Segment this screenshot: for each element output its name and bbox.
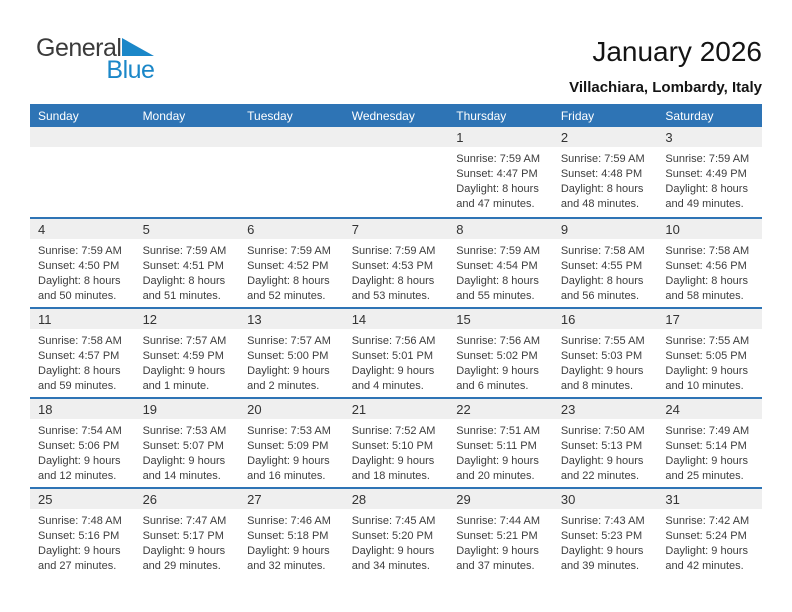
daylight-text-line2: and 22 minutes. [560,470,640,482]
date-number: 17 [665,311,680,327]
sunset-text: Sunset: 4:52 PM [247,260,329,272]
day-details [239,509,344,574]
date-number: 11 [38,311,52,327]
date-number: 14 [351,311,367,327]
date-band [657,127,762,147]
date-number: 24 [665,401,680,417]
day-cell [344,399,449,487]
daylight-text-line1: Daylight: 8 hours [456,275,539,287]
sunrise-text: Sunrise: 7:55 AM [665,335,750,347]
day-cell [135,399,240,487]
sunset-text: Sunset: 5:11 PM [456,440,537,452]
day-details [30,329,135,394]
sunrise-text: Sunrise: 7:59 AM [351,245,436,257]
sunrise-text: Sunrise: 7:47 AM [142,515,227,527]
day-cell-empty [344,127,449,217]
date-number: 7 [351,221,359,237]
day-cell [135,309,240,397]
week-row [30,397,762,487]
sunrise-text: Sunrise: 7:59 AM [665,153,750,165]
daylight-text-line2: and 6 minutes. [456,380,529,392]
sunset-text: Sunset: 5:14 PM [665,440,747,452]
weekday-header-row [30,104,762,127]
daylight-text-line1: Daylight: 9 hours [142,545,226,557]
day-details [344,509,449,574]
day-details [657,239,762,304]
date-number: 26 [142,491,158,507]
day-cell [239,399,344,487]
date-number: 13 [247,311,262,327]
day-cell [657,127,762,217]
date-band [553,219,658,239]
logo-text-blue: Blue [106,56,155,84]
day-details [657,147,762,212]
sunset-text: Sunset: 5:05 PM [665,350,747,362]
date-number: 31 [665,491,680,507]
date-band-empty [344,127,449,147]
day-details [344,239,449,304]
day-details [553,329,658,394]
sunset-text: Sunset: 4:53 PM [351,260,434,272]
day-cell [448,399,553,487]
daylight-text-line1: Daylight: 9 hours [247,455,330,467]
daylight-text-line1: Daylight: 8 hours [560,183,644,195]
date-number: 12 [142,311,158,327]
date-band [135,399,240,419]
date-number: 23 [560,401,576,417]
sunset-text: Sunset: 5:13 PM [560,440,643,452]
day-details [30,239,135,304]
daylight-text-line2: and 16 minutes. [247,470,326,482]
daylight-text-line1: Daylight: 9 hours [351,455,435,467]
date-band [553,399,658,419]
daylight-text-line1: Daylight: 8 hours [351,275,435,287]
week-row [30,127,762,217]
page-title: January 2026 [592,36,762,67]
date-number: 9 [560,221,569,237]
daylight-text-line2: and 56 minutes. [560,290,640,302]
date-number: 10 [665,221,680,237]
day-cell [30,219,135,307]
daylight-text-line1: Daylight: 8 hours [560,275,644,287]
daylight-text-line2: and 37 minutes. [456,560,535,572]
day-cell [553,399,658,487]
daylight-text-line2: and 50 minutes. [38,290,117,302]
sunrise-text: Sunrise: 7:46 AM [247,515,331,527]
daylight-text-line2: and 27 minutes. [38,560,117,572]
location-subtitle: Villachiara, Lombardy, Italy [569,79,762,96]
daylight-text-line2: and 39 minutes. [560,560,640,572]
daylight-text-line2: and 18 minutes. [351,470,430,482]
date-number: 22 [456,401,471,417]
day-cell [135,219,240,307]
sunrise-text: Sunrise: 7:58 AM [38,335,122,347]
daylight-text-line2: and 25 minutes. [665,470,744,482]
date-band [657,219,762,239]
day-cell [30,399,135,487]
daylight-text-line1: Daylight: 8 hours [456,183,539,195]
daylight-text-line1: Daylight: 9 hours [351,545,435,557]
daylight-text-line2: and 55 minutes. [456,290,535,302]
sunrise-text: Sunrise: 7:49 AM [665,425,750,437]
date-band [344,399,449,419]
daylight-text-line2: and 2 minutes. [247,380,320,392]
weekday-header-saturday: Saturday [665,108,714,123]
date-number: 18 [38,401,53,417]
date-number: 3 [665,129,673,145]
date-band [448,399,553,419]
sunset-text: Sunset: 5:16 PM [38,530,120,542]
date-band [657,309,762,329]
daylight-text-line2: and 29 minutes. [142,560,221,572]
day-cell [448,219,553,307]
date-band [553,489,658,509]
daylight-text-line2: and 20 minutes. [456,470,535,482]
daylight-text-line2: and 12 minutes. [38,470,117,482]
day-details [448,419,553,484]
sunrise-text: Sunrise: 7:56 AM [456,335,541,347]
date-band-empty [239,127,344,147]
logo-text-general: General [36,34,122,62]
day-details [553,239,658,304]
sunset-text: Sunset: 4:57 PM [38,350,120,362]
sunrise-text: Sunrise: 7:53 AM [247,425,331,437]
day-cell [448,127,553,217]
sunrise-text: Sunrise: 7:50 AM [560,425,645,437]
day-cell [344,219,449,307]
daylight-text-line2: and 59 minutes. [38,380,117,392]
sunset-text: Sunset: 5:17 PM [142,530,224,542]
sunset-text: Sunset: 4:51 PM [142,260,224,272]
sunrise-text: Sunrise: 7:44 AM [456,515,541,527]
sunset-text: Sunset: 4:47 PM [456,168,538,180]
daylight-text-line1: Daylight: 8 hours [665,183,748,195]
date-number: 8 [456,221,464,237]
date-band [239,219,344,239]
daylight-text-line1: Daylight: 9 hours [665,455,748,467]
day-details [448,147,553,212]
day-details [135,509,240,574]
date-band [135,219,240,239]
sunrise-text: Sunrise: 7:52 AM [351,425,436,437]
day-cell [657,309,762,397]
day-cell [239,309,344,397]
daylight-text-line1: Daylight: 8 hours [38,275,121,287]
sunset-text: Sunset: 5:03 PM [560,350,643,362]
sunrise-text: Sunrise: 7:42 AM [665,515,750,527]
day-details [30,509,135,574]
date-number: 5 [142,221,150,237]
day-details [30,419,135,484]
daylight-text-line1: Daylight: 9 hours [665,365,748,377]
date-band [30,309,135,329]
sunset-text: Sunset: 5:01 PM [351,350,434,362]
date-number: 6 [247,221,255,237]
title-block [569,36,762,96]
day-cell [657,219,762,307]
day-cell [448,309,553,397]
sunrise-text: Sunrise: 7:59 AM [560,153,645,165]
day-details [239,239,344,304]
day-cell [344,489,449,577]
sunset-text: Sunset: 5:06 PM [38,440,120,452]
date-band [657,399,762,419]
day-details [135,419,240,484]
date-number: 30 [560,491,576,507]
date-band [448,309,553,329]
day-details [239,419,344,484]
sunrise-text: Sunrise: 7:55 AM [560,335,645,347]
daylight-text-line1: Daylight: 9 hours [560,365,644,377]
day-details-empty [30,147,135,152]
sunset-text: Sunset: 5:20 PM [351,530,434,542]
daylight-text-line2: and 34 minutes. [351,560,430,572]
sunrise-text: Sunrise: 7:57 AM [142,335,227,347]
daylight-text-line1: Daylight: 8 hours [142,275,226,287]
date-number: 19 [142,401,158,417]
sunset-text: Sunset: 4:49 PM [665,168,747,180]
day-cell-empty [239,127,344,217]
sunrise-text: Sunrise: 7:43 AM [560,515,645,527]
day-details [344,329,449,394]
date-band [448,127,553,147]
date-band [344,219,449,239]
date-number: 28 [351,491,367,507]
weekday-header-thursday: Thursday [456,108,507,123]
day-details [135,329,240,394]
date-number: 29 [456,491,471,507]
sunset-text: Sunset: 5:23 PM [560,530,643,542]
sunset-text: Sunset: 4:55 PM [560,260,643,272]
date-number: 15 [456,311,471,327]
sunrise-text: Sunrise: 7:51 AM [456,425,541,437]
date-number: 16 [560,311,576,327]
sunset-text: Sunset: 4:48 PM [560,168,643,180]
sunset-text: Sunset: 4:50 PM [38,260,120,272]
daylight-text-line2: and 48 minutes. [560,198,640,210]
day-details [657,509,762,574]
sunset-text: Sunset: 5:10 PM [351,440,434,452]
day-cell [657,399,762,487]
sunrise-text: Sunrise: 7:59 AM [142,245,227,257]
day-details-empty [239,147,344,152]
daylight-text-line1: Daylight: 9 hours [665,545,748,557]
sunset-text: Sunset: 5:00 PM [247,350,329,362]
date-band [448,489,553,509]
date-band [239,399,344,419]
sunset-text: Sunset: 5:09 PM [247,440,329,452]
date-band [553,127,658,147]
daylight-text-line1: Daylight: 9 hours [456,365,539,377]
sunset-text: Sunset: 5:02 PM [456,350,538,362]
daylight-text-line1: Daylight: 9 hours [560,545,644,557]
sunrise-text: Sunrise: 7:48 AM [38,515,122,527]
date-band [135,489,240,509]
day-cell [553,489,658,577]
daylight-text-line1: Daylight: 9 hours [456,455,539,467]
daylight-text-line1: Daylight: 9 hours [247,545,330,557]
day-cell-empty [30,127,135,217]
day-cell-empty [135,127,240,217]
day-details-empty [344,147,449,152]
date-band-empty [135,127,240,147]
daylight-text-line1: Daylight: 9 hours [351,365,435,377]
daylight-text-line2: and 32 minutes. [247,560,326,572]
sunset-text: Sunset: 4:54 PM [456,260,538,272]
daylight-text-line1: Daylight: 9 hours [560,455,644,467]
daylight-text-line1: Daylight: 9 hours [142,455,226,467]
daylight-text-line2: and 10 minutes. [665,380,744,392]
weekday-header-friday: Friday [560,108,595,123]
date-number: 20 [247,401,262,417]
day-details [135,239,240,304]
weekday-header-wednesday: Wednesday [351,108,415,123]
daylight-text-line2: and 8 minutes. [560,380,633,392]
sunrise-text: Sunrise: 7:58 AM [665,245,750,257]
date-number: 25 [38,491,53,507]
sunrise-text: Sunrise: 7:59 AM [38,245,122,257]
day-cell [553,127,658,217]
general-blue-logo [36,36,154,83]
sunset-text: Sunset: 5:07 PM [142,440,224,452]
daylight-text-line2: and 42 minutes. [665,560,744,572]
day-details [553,509,658,574]
calendar-weeks [30,127,762,577]
daylight-text-line2: and 4 minutes. [351,380,424,392]
day-cell [239,219,344,307]
sunrise-text: Sunrise: 7:56 AM [351,335,436,347]
date-band-empty [30,127,135,147]
sunrise-text: Sunrise: 7:58 AM [560,245,645,257]
daylight-text-line2: and 49 minutes. [665,198,744,210]
daylight-text-line1: Daylight: 9 hours [38,455,121,467]
date-number: 4 [38,221,46,237]
day-details [448,239,553,304]
day-details [448,329,553,394]
day-details [657,419,762,484]
day-details-empty [135,147,240,152]
date-band [239,489,344,509]
day-cell [30,489,135,577]
day-cell [239,489,344,577]
day-details [344,419,449,484]
sunrise-text: Sunrise: 7:53 AM [142,425,227,437]
sunrise-text: Sunrise: 7:59 AM [456,153,541,165]
date-number: 1 [456,129,464,145]
day-details [239,329,344,394]
daylight-text-line2: and 1 minute. [142,380,210,392]
sunset-text: Sunset: 5:18 PM [247,530,329,542]
day-details [657,329,762,394]
sunrise-text: Sunrise: 7:57 AM [247,335,331,347]
date-band [553,309,658,329]
date-band [30,399,135,419]
daylight-text-line2: and 53 minutes. [351,290,430,302]
daylight-text-line1: Daylight: 8 hours [247,275,330,287]
daylight-text-line2: and 58 minutes. [665,290,744,302]
date-number: 2 [560,129,569,145]
calendar [30,104,762,577]
daylight-text-line1: Daylight: 9 hours [38,545,121,557]
day-details [553,147,658,212]
day-cell [344,309,449,397]
daylight-text-line2: and 51 minutes. [142,290,221,302]
date-number: 21 [351,401,367,417]
day-details [553,419,658,484]
daylight-text-line1: Daylight: 9 hours [247,365,330,377]
day-cell [657,489,762,577]
daylight-text-line2: and 14 minutes. [142,470,221,482]
daylight-text-line2: and 47 minutes. [456,198,535,210]
daylight-text-line1: Daylight: 8 hours [38,365,121,377]
week-row [30,217,762,307]
date-band [344,309,449,329]
day-cell [553,219,658,307]
day-details [448,509,553,574]
date-band [344,489,449,509]
daylight-text-line1: Daylight: 8 hours [665,275,748,287]
date-band [657,489,762,509]
daylight-text-line2: and 52 minutes. [247,290,326,302]
weekday-header-sunday: Sunday [38,108,79,123]
date-band [135,309,240,329]
date-band [239,309,344,329]
sunrise-text: Sunrise: 7:59 AM [247,245,331,257]
sunrise-text: Sunrise: 7:59 AM [456,245,541,257]
sunset-text: Sunset: 4:56 PM [665,260,747,272]
day-cell [30,309,135,397]
date-band [448,219,553,239]
date-band [30,489,135,509]
day-cell [553,309,658,397]
sunset-text: Sunset: 5:24 PM [665,530,747,542]
sunrise-text: Sunrise: 7:54 AM [38,425,122,437]
date-number: 27 [247,491,262,507]
weekday-header-tuesday: Tuesday [247,108,293,123]
day-cell [135,489,240,577]
date-band [30,219,135,239]
week-row [30,307,762,397]
day-cell [448,489,553,577]
weekday-header-monday: Monday [142,108,186,123]
sunset-text: Sunset: 5:21 PM [456,530,538,542]
daylight-text-line1: Daylight: 9 hours [142,365,226,377]
week-row [30,487,762,577]
sunset-text: Sunset: 4:59 PM [142,350,224,362]
sunrise-text: Sunrise: 7:45 AM [351,515,436,527]
daylight-text-line1: Daylight: 9 hours [456,545,539,557]
